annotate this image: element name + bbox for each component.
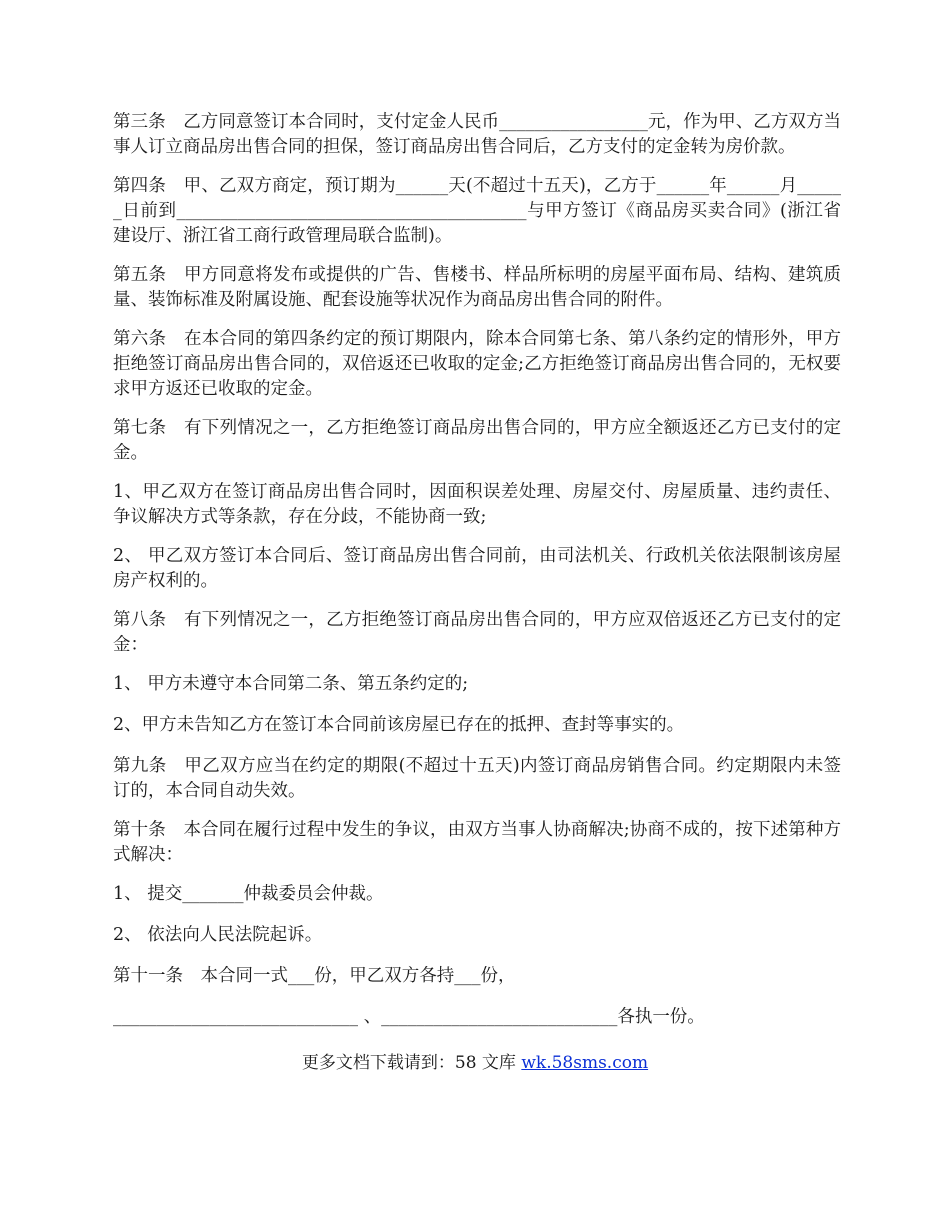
footer-text: 更多文档下载请到：58 文库: [301, 1053, 522, 1073]
clause-8: 第八条 有下列情况之一，乙方拒绝签订商品房出售合同的，甲方应双倍返还乙方已支付的定金：: [113, 610, 841, 655]
clause-6: 第六条 在本合同的第四条约定的预订期限内，除本合同第七条、第八条约定的情形外，甲方拒绝签订商品房出售合同的，双倍返还已收取的定金;乙方拒绝签订商品房出售合同的，无权要求甲方返还已收取的定金。: [113, 329, 841, 399]
clause-8-item-1: 1、 甲方未遵守本合同第二条、第五条约定的;: [113, 674, 469, 694]
clause-8-item-2: 2、甲方未告知乙方在签订本合同前该房屋已存在的抵押、查封等事实的。: [113, 715, 685, 735]
contract-body: [113, 110, 841, 1046]
clause-4: 第四条 甲、乙双方商定，预订期为______天(不超过十五天)，乙方于______年______月______日前到________________________________________与甲方签订《商品房买卖合同》(浙江省建设厅、浙江省工商行政管理局联合监制)。: [113, 176, 841, 246]
footer: [0, 1052, 950, 1074]
clause-7-item-1: 1、甲乙双方在签订商品房出售合同时，因面积误差处理、房屋交付、房屋质量、违约责任、争议解决方式等条款，存在分歧，不能协商一致;: [113, 482, 841, 527]
signature-line: ____________________________ 、___________________________各执一份。: [113, 1007, 705, 1027]
footer-link[interactable]: wk.58sms.com: [521, 1053, 649, 1073]
clause-9: 第九条 甲乙双方应当在约定的期限(不超过十五天)内签订商品房销售合同。约定期限内未签订的，本合同自动失效。: [113, 756, 841, 801]
clause-7-item-2: 2、 甲乙双方签订本合同后、签订商品房出售合同前，由司法机关、行政机关依法限制该房屋房产权利的。: [113, 546, 841, 591]
clause-7: 第七条 有下列情况之一，乙方拒绝签订商品房出售合同的，甲方应全额返还乙方已支付的定金。: [113, 418, 841, 463]
clause-5: 第五条 甲方同意将发布或提供的广告、售楼书、样品所标明的房屋平面布局、结构、建筑质量、装饰标准及附属设施、配套设施等状况作为商品房出售合同的附件。: [113, 265, 841, 310]
clause-11: 第十一条 本合同一式___份，甲乙双方各持___份，: [113, 966, 516, 986]
clause-10: 第十条 本合同在履行过程中发生的争议，由双方当事人协商解决;协商不成的，按下述第种方式解决：: [113, 820, 841, 865]
clause-3: 第三条 乙方同意签订本合同时，支付定金人民币_________________元，作为甲、乙方双方当事人订立商品房出售合同的担保，签订商品房出售合同后，乙方支付的定金转为房价款。: [113, 112, 841, 157]
clause-10-item-1: 1、 提交_______仲裁委员会仲裁。: [113, 884, 384, 904]
clause-10-item-2: 2、 依法向人民法院起诉。: [113, 925, 323, 945]
